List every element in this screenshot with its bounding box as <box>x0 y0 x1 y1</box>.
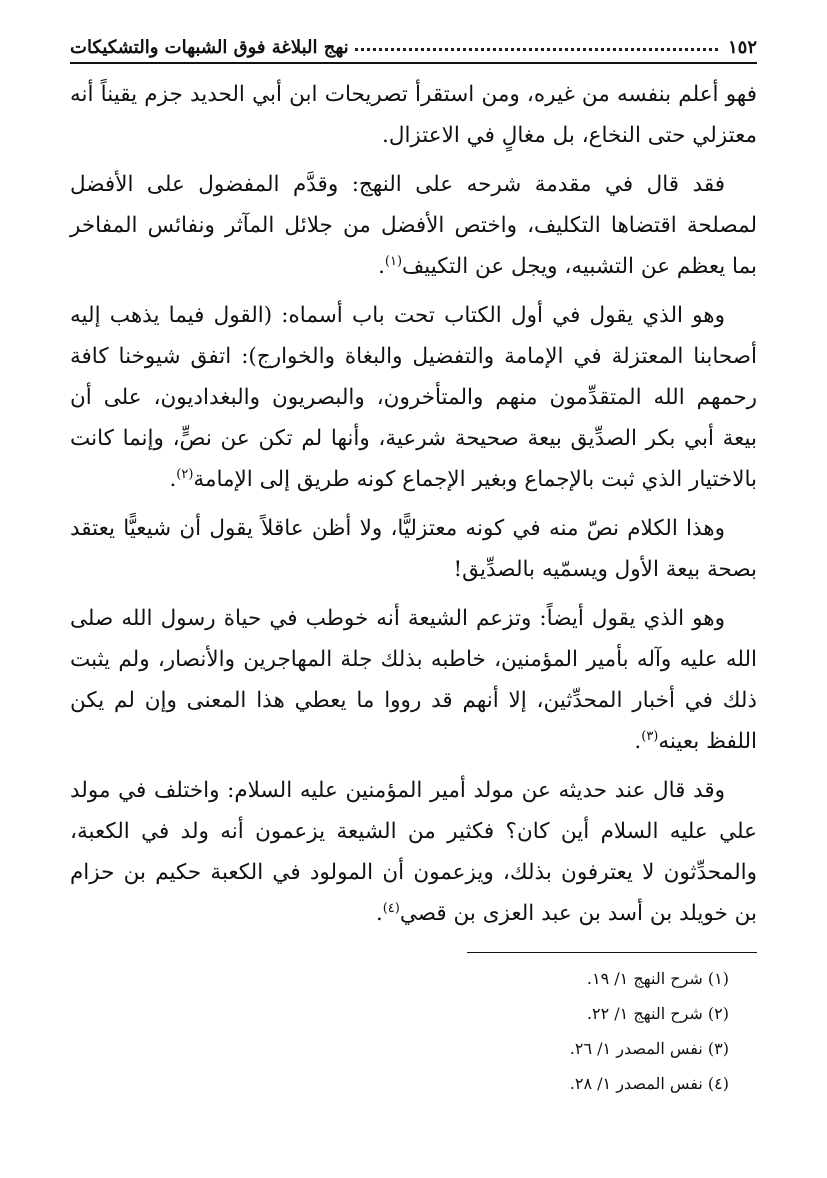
running-header <box>70 24 757 58</box>
paragraph-tail: . <box>375 901 383 926</box>
paragraph-text: وقد قال عند حديثه عن مولد أمير المؤمنين عليه السلام: واختلف في مولد علي عليه السلام أين كان؟ فكثير من الشيعة يزعمون أنه ولد في الكعبة، والمحدِّثون لا يعترفون بذلك، ويزعمون أن المولود في الكعبة حكيم بن حزام بن خويلد بن أسد بن عبد العزى بن قصي <box>70 778 757 926</box>
footnote-ref-1[interactable]: (١) <box>384 253 403 269</box>
paragraph-1 <box>70 74 757 156</box>
paragraph-5 <box>70 598 757 762</box>
footnote-separator <box>467 952 757 953</box>
paragraph-text: فقد قال في مقدمة شرحه على النهج: وقدَّم المفضول على الأفضل لمصلحة اقتضاها التكليف، واختص الأفضل من جلائل المآثر ونفائس المفاخر بما يعظم عن التشبيه، ويجل عن التكييف <box>70 172 757 279</box>
paragraph-6 <box>70 770 757 934</box>
footnote-ref-2[interactable]: (٢) <box>176 466 194 482</box>
footnote-item: (١) شرح النهج ١/ ١٩. <box>586 969 729 988</box>
header-dot-leader <box>355 47 718 51</box>
paragraph-text: فهو أعلم بنفسه من غيره، ومن استقرأ تصريحات ابن أبي الحديد جزم يقيناً أنه معتزلي حتى النخاع، بل مغالٍ في الاعتزال. <box>70 82 757 148</box>
footnote-item: (٤) نفس المصدر ١/ ٢٨. <box>569 1074 729 1093</box>
paragraph-tail: . <box>378 254 385 279</box>
paragraph-4 <box>70 508 757 590</box>
paragraph-2 <box>70 164 757 287</box>
footnote-item: (٢) شرح النهج ١/ ٢٢. <box>586 1004 729 1023</box>
footnotes-list <box>70 961 757 1101</box>
header-rule <box>70 62 757 64</box>
paragraph-text: وهو الذي يقول في أول الكتاب تحت باب أسماه: (القول فيما يذهب إليه أصحابنا المعتزلة في الإمامة والتفضيل والبغاة والخوارج): اتفق شيوخنا كافة رحمهم الله المتقدِّمون منهم والمتأخرون، والبصريون والبغداديون، على أن بيعة أبي بكر الصدِّيق بيعة صحيحة شرعية، وأنها لم تكن عن نصٍّ، وإنما كانت بالاختيار الذي ثبت بالإجماع وبغير الإجماع كونه طريق إلى الإمامة <box>70 303 757 492</box>
paragraph-text: وهذا الكلام نصّ منه في كونه معتزليًّا، ولا أظن عاقلاً يقول أن شيعيًّا يعتقد بصحة بيعة الأول ويسمّيه بالصدِّيق! <box>70 516 757 582</box>
paragraph-tail: . <box>634 729 642 754</box>
paragraph-tail: . <box>169 467 177 492</box>
paragraph-3 <box>70 295 757 500</box>
book-page <box>70 24 757 1178</box>
page-number: ١٥٢ <box>727 37 757 58</box>
book-title: نهج البلاغة فوق الشبهات والتشكيكات <box>70 37 349 58</box>
footnote-item: (٣) نفس المصدر ١/ ٢٦. <box>569 1039 729 1058</box>
paragraph-text: وهو الذي يقول أيضاً: وتزعم الشيعة أنه خوطب في حياة رسول الله صلى الله عليه وآله بأمير المؤمنين، خاطبه بذلك جلة المهاجرين والأنصار، ولم يثبت ذلك في أخبار المحدِّثين، إلا أنهم قد رووا ما يعطي هذا المعنى وإن لم يكن اللفظ بعينه <box>70 606 757 754</box>
footnote-ref-4[interactable]: (٤) <box>382 900 400 916</box>
footnote-ref-3[interactable]: (٣) <box>641 728 659 744</box>
body-text <box>70 74 757 934</box>
